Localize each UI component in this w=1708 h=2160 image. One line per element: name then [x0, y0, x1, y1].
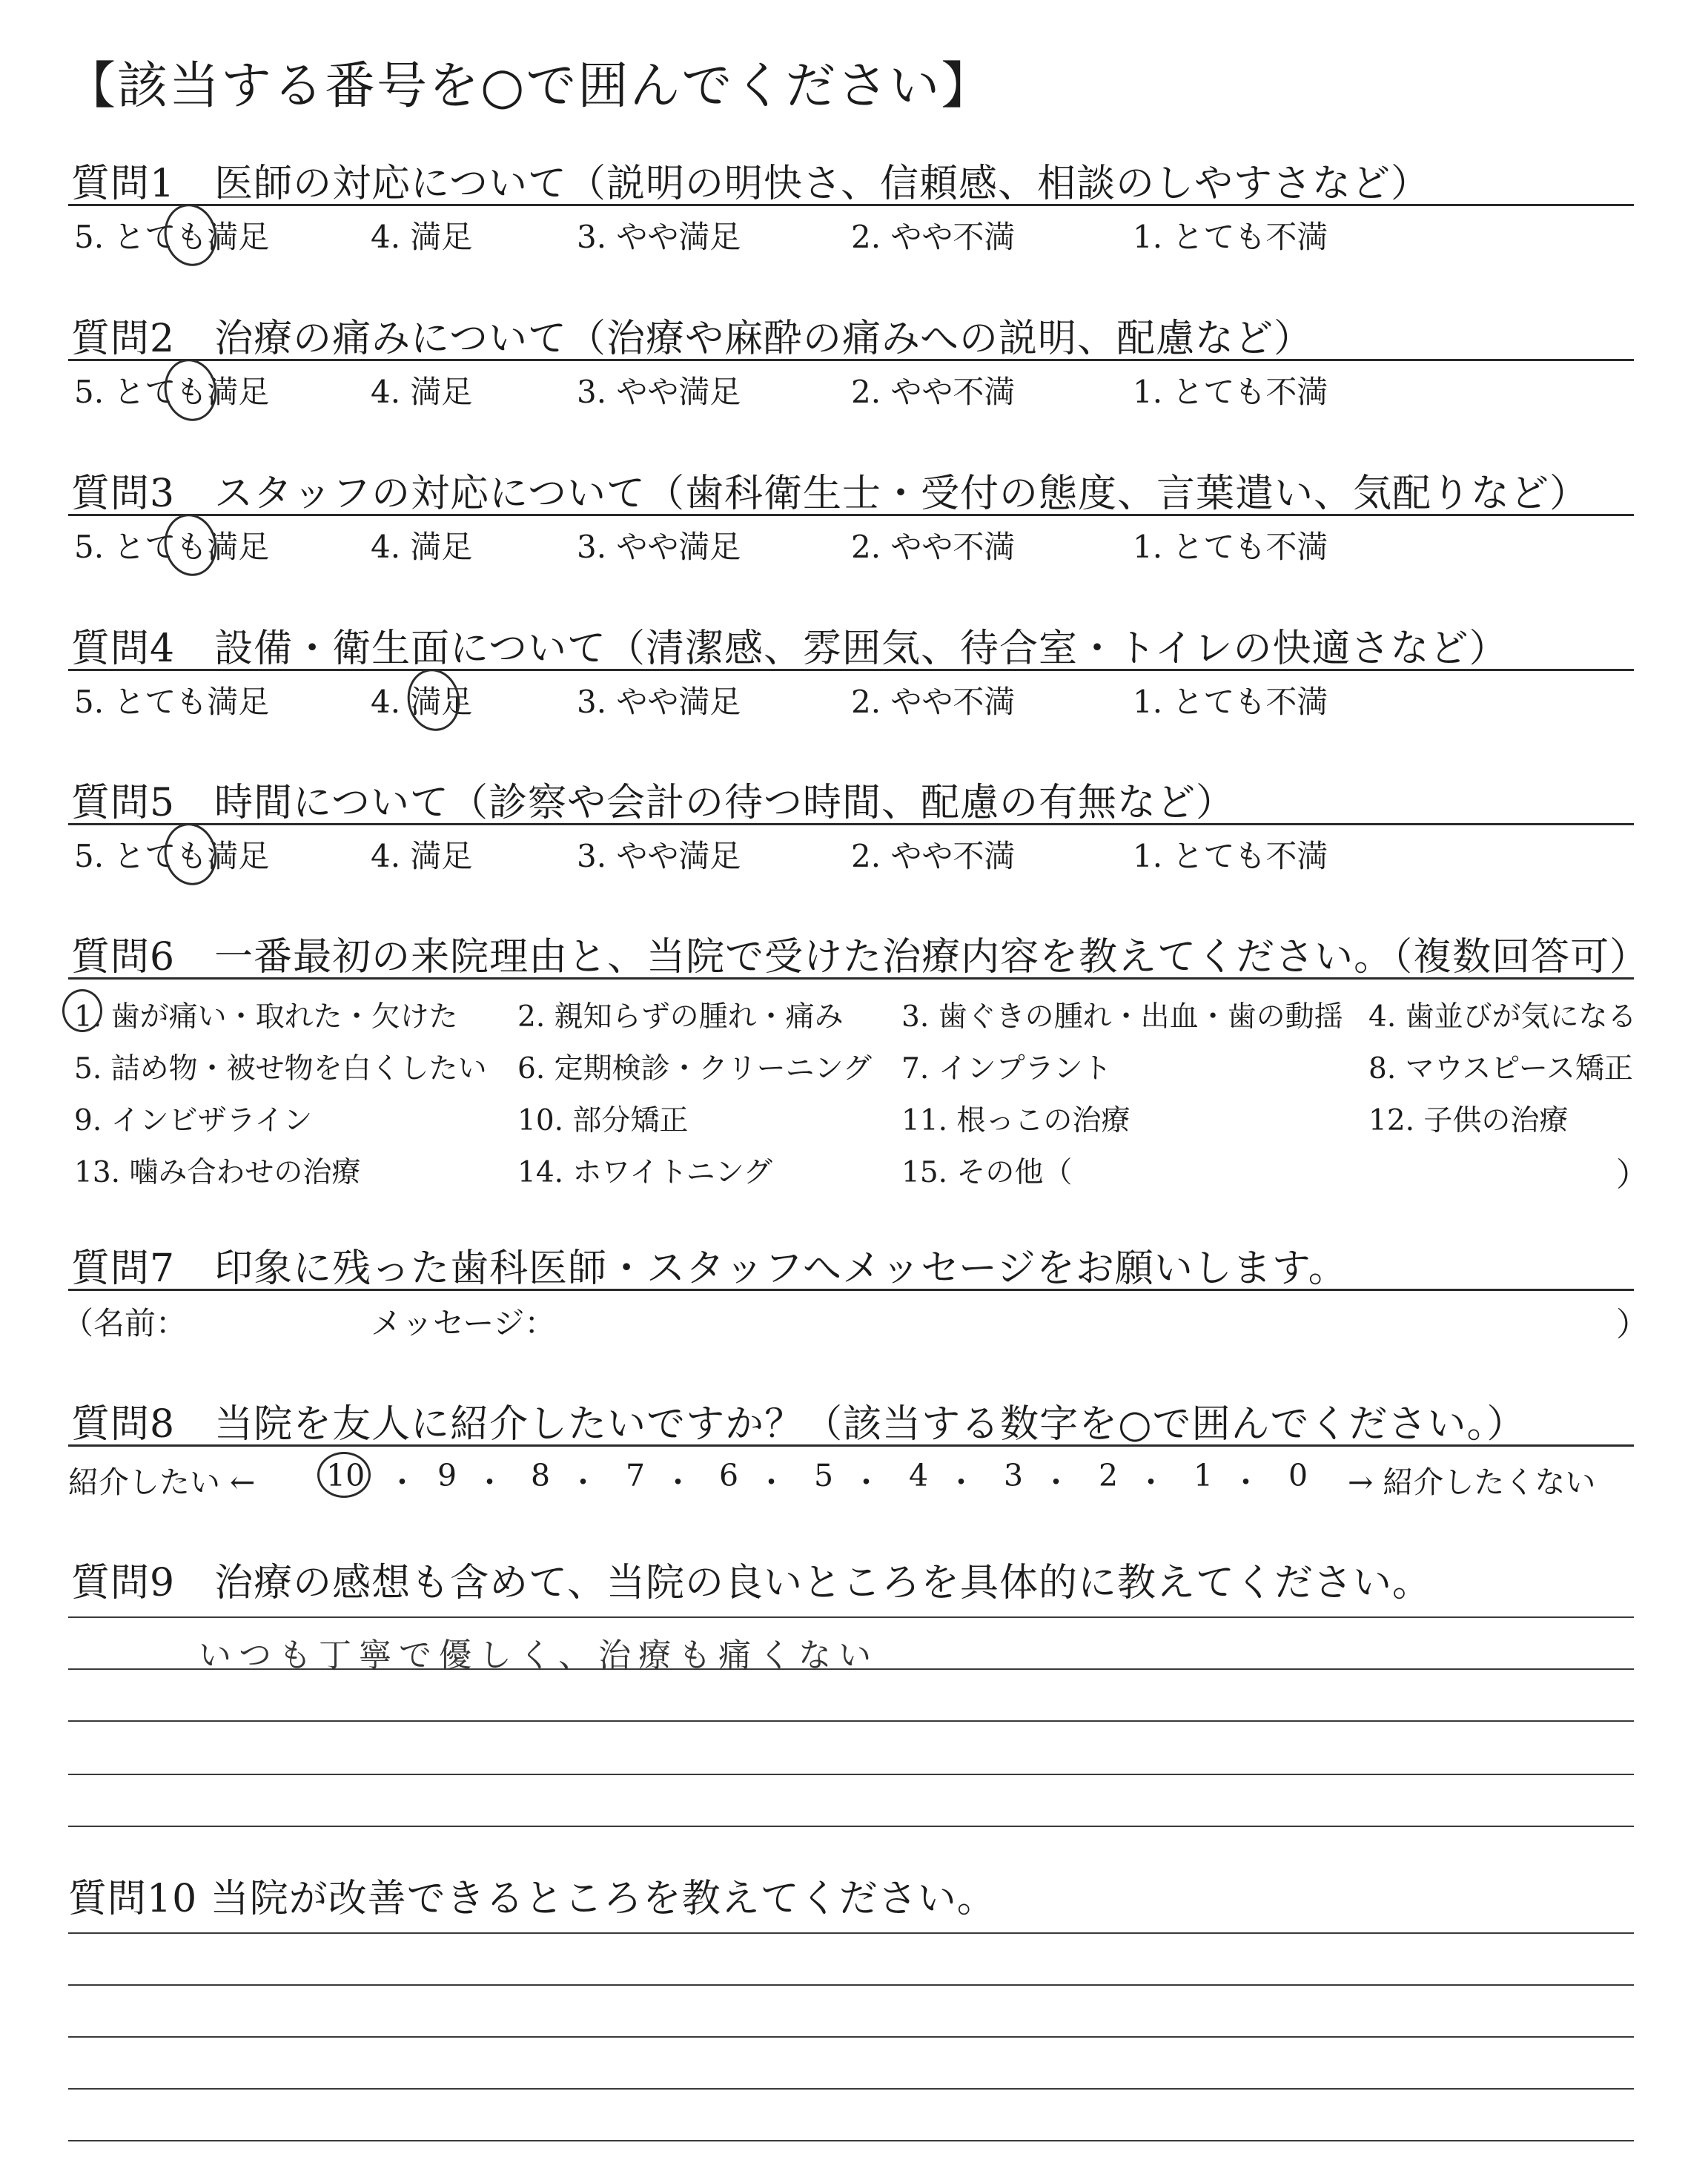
- q8-separator: ・: [387, 1464, 417, 1500]
- q6-option-10[interactable]: 10. 部分矯正: [517, 1104, 689, 1137]
- question-5-option-2[interactable]: 2. やや不満: [851, 838, 1016, 874]
- q6-option-4[interactable]: 4. 歯並びが気になる: [1368, 1000, 1637, 1034]
- q6-option-5[interactable]: 5. 詰め物・被せ物を白くしたい: [74, 1052, 487, 1086]
- question-4-title: 質問4 設備・衛生面について（清潔感、雰囲気、待合室・トイレの快適さなど）: [71, 627, 1509, 671]
- question-3-rule: [68, 514, 1634, 516]
- question-6-title: 質問6 一番最初の来院理由と、当院で受けた治療内容を教えてください。（複数回答可）: [71, 935, 1649, 980]
- question-3-title: 質問3 スタッフの対応について（歯科衛生士・受付の態度、言葉遣い、気配りなど）: [71, 472, 1589, 516]
- question-8-title: 質問8 当院を友人に紹介したいですか？（該当する数字を○で囲んでください。）: [71, 1402, 1526, 1447]
- question-2-option-5[interactable]: 5. とても満足: [74, 374, 270, 410]
- question-2-title: 質問2 治療の痛みについて（治療や麻酔の痛みへの説明、配慮など）: [71, 317, 1314, 361]
- question-3-option-2[interactable]: 2. やや不満: [851, 529, 1016, 565]
- q9-answer-line: [68, 1616, 1634, 1618]
- question-1-option-3[interactable]: 3. やや満足: [577, 219, 741, 255]
- question-1-option-4[interactable]: 4. 満足: [371, 219, 473, 255]
- question-5-option-5[interactable]: 5. とても満足: [74, 838, 270, 874]
- question-6-rule: [68, 977, 1634, 980]
- q8-separator: ・: [851, 1464, 881, 1500]
- question-3-option-4[interactable]: 4. 満足: [371, 529, 473, 565]
- q10-answer-line: [68, 2088, 1634, 2090]
- q8-separator: ・: [1231, 1464, 1261, 1500]
- question-7-title: 質問7 印象に残った歯科医師・スタッフへメッセージをお願いします。: [71, 1246, 1348, 1291]
- question-1-title: 質問1 医師の対応について（説明の明快さ、信頼感、相談のしやすさなど）: [71, 162, 1430, 206]
- question-1-selection-circle: [159, 199, 222, 271]
- question-1-option-1[interactable]: 1. とても不満: [1133, 219, 1328, 255]
- question-2-option-4[interactable]: 4. 満足: [371, 374, 473, 410]
- question-4-option-2[interactable]: 2. やや不満: [851, 684, 1016, 720]
- question-1-option-2[interactable]: 2. やや不満: [851, 219, 1016, 255]
- q8-scale-1[interactable]: 1: [1194, 1458, 1214, 1493]
- q9-answer-line: [68, 1826, 1634, 1827]
- q8-scale-7[interactable]: 7: [626, 1458, 646, 1493]
- q10-answer-line: [68, 2036, 1634, 2038]
- question-7-rule: [68, 1289, 1634, 1291]
- q9-handwritten-answer[interactable]: いつも丁寧で優しく、治療も痛くない: [199, 1636, 879, 1674]
- q6-option-1[interactable]: 1. 歯が痛い・取れた・欠けた: [74, 1000, 458, 1034]
- question-4-selection-circle: [402, 664, 466, 736]
- q6-other-close-paren: ）: [1616, 1156, 1649, 1194]
- q9-answer-line: [68, 1720, 1634, 1722]
- question-5-selection-circle: [159, 819, 222, 891]
- q8-scale-3[interactable]: 3: [1004, 1458, 1024, 1493]
- q8-scale-8[interactable]: 8: [531, 1458, 551, 1493]
- question-5-title: 質問5 時間について（診察や会計の待つ時間、配慮の有無など）: [71, 781, 1236, 825]
- q8-separator: ・: [568, 1464, 598, 1500]
- question-5-option-1[interactable]: 1. とても不満: [1133, 838, 1328, 874]
- q6-option-2[interactable]: 2. 親知らずの腫れ・痛み: [517, 1000, 844, 1034]
- q8-scale-5[interactable]: 5: [814, 1458, 834, 1493]
- question-5-option-4[interactable]: 4. 満足: [371, 838, 473, 874]
- q8-scale-6[interactable]: 6: [719, 1458, 739, 1493]
- q10-answer-line: [68, 1932, 1634, 1934]
- question-1-option-5[interactable]: 5. とても満足: [74, 219, 270, 255]
- q9-answer-line: [68, 1774, 1634, 1775]
- q8-separator: ・: [946, 1464, 976, 1500]
- question-9-title: 質問9 治療の感想も含めて、当院の良いところを具体的に教えてください。: [71, 1561, 1432, 1605]
- q8-separator: ・: [1136, 1464, 1166, 1500]
- q8-scale-9[interactable]: 9: [437, 1458, 457, 1493]
- question-2-option-3[interactable]: 3. やや満足: [577, 374, 741, 410]
- q6-option-14[interactable]: 14. ホワイトニング: [517, 1156, 772, 1189]
- question-2-option-1[interactable]: 1. とても不満: [1133, 374, 1328, 410]
- q10-answer-line: [68, 2140, 1634, 2141]
- question-3-option-1[interactable]: 1. とても不満: [1133, 529, 1328, 565]
- q8-selection-circle: [317, 1452, 371, 1498]
- q7-close-paren: ）: [1616, 1306, 1649, 1344]
- q6-option-9[interactable]: 9. インビザライン: [74, 1104, 313, 1137]
- q8-left-label: 紹介したい ←: [68, 1464, 256, 1500]
- q6-option-15[interactable]: 15. その他（: [901, 1156, 1073, 1189]
- q6-option-11[interactable]: 11. 根っこの治療: [901, 1104, 1131, 1137]
- question-4-rule: [68, 669, 1634, 671]
- q7-message-label[interactable]: メッセージ：: [371, 1305, 556, 1341]
- question-3-selection-circle: [159, 509, 222, 581]
- q8-separator: ・: [474, 1464, 505, 1500]
- q8-separator: ・: [663, 1464, 693, 1500]
- q6-option-7[interactable]: 7. インプラント: [901, 1052, 1112, 1086]
- q8-scale-10[interactable]: 10: [326, 1458, 365, 1493]
- q8-separator: ・: [1041, 1464, 1071, 1500]
- question-3-option-3[interactable]: 3. やや満足: [577, 529, 741, 565]
- q8-separator: ・: [756, 1464, 787, 1500]
- question-4-option-5[interactable]: 5. とても満足: [74, 684, 270, 720]
- question-1-rule: [68, 204, 1634, 206]
- q6-option-8[interactable]: 8. マウスピース矯正: [1368, 1052, 1633, 1086]
- q6-option-13[interactable]: 13. 噛み合わせの治療: [74, 1156, 361, 1189]
- q8-scale-4[interactable]: 4: [909, 1458, 929, 1493]
- q6-option-6[interactable]: 6. 定期検診・クリーニング: [517, 1052, 872, 1086]
- question-4-option-3[interactable]: 3. やや満足: [577, 684, 741, 720]
- question-2-selection-circle: [159, 354, 222, 426]
- q6-selection-circle: [62, 989, 102, 1032]
- q6-option-3[interactable]: 3. 歯ぐきの腫れ・出血・歯の動揺: [901, 1000, 1343, 1034]
- q8-scale-0[interactable]: 0: [1288, 1458, 1308, 1493]
- question-4-option-1[interactable]: 1. とても不満: [1133, 684, 1328, 720]
- q7-name-label[interactable]: （名前：: [62, 1305, 188, 1341]
- question-2-option-2[interactable]: 2. やや不満: [851, 374, 1016, 410]
- question-10-title: 質問10 当院が改善できるところを教えてください。: [68, 1877, 996, 1921]
- q10-answer-line: [68, 1984, 1634, 1986]
- question-2-rule: [68, 359, 1634, 361]
- q6-option-12[interactable]: 12. 子供の治療: [1368, 1104, 1569, 1137]
- q8-right-label: → 紹介したくない: [1348, 1464, 1596, 1500]
- question-4-option-4[interactable]: 4. 満足: [371, 684, 473, 720]
- page-header: 【該当する番号を○で囲んでください】: [65, 57, 993, 116]
- question-5-rule: [68, 823, 1634, 825]
- question-3-option-5[interactable]: 5. とても満足: [74, 529, 270, 565]
- question-5-option-3[interactable]: 3. やや満足: [577, 838, 741, 874]
- question-8-rule: [68, 1444, 1634, 1447]
- q8-scale-2[interactable]: 2: [1099, 1458, 1119, 1493]
